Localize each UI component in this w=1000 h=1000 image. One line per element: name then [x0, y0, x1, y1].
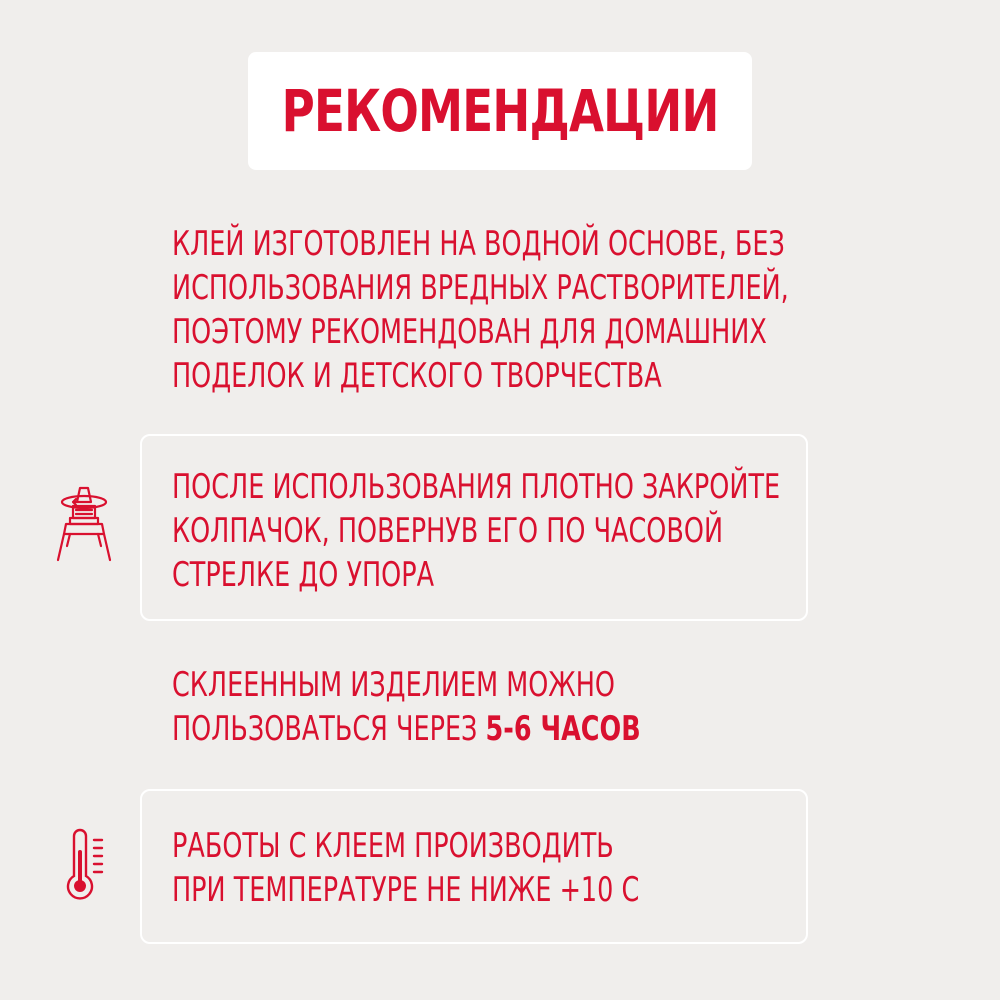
- recommendation-1-line-3: ПОЭТОМУ РЕКОМЕНДОВАН ДЛЯ ДОМАШНИХ: [172, 312, 767, 352]
- recommendation-1-line-4: ПОДЕЛОК И ДЕТСКОГО ТВОРЧЕСТВА: [172, 356, 662, 396]
- recommendation-2-line-1: ПОСЛЕ ИСПОЛЬЗОВАНИЯ ПЛОТНО ЗАКРОЙТЕ: [172, 467, 781, 507]
- recommendation-1: [172, 222, 872, 398]
- recommendation-3-duration: 5-6 ЧАСОВ: [485, 709, 641, 749]
- recommendation-3-line-2: [172, 707, 697, 751]
- recommendation-4-line-2: ПРИ ТЕМПЕРАТУРЕ НЕ НИЖЕ +10 С: [172, 870, 640, 910]
- page-title: РЕКОМЕНДАЦИИ: [281, 77, 719, 145]
- recommendation-2-line-2: КОЛПАЧОК, ПОВЕРНУВ ЕГО ПО ЧАСОВОЙ: [172, 511, 724, 551]
- recommendation-4: [172, 824, 872, 912]
- recommendation-1-line-1: КЛЕЙ ИЗГОТОВЛЕН НА ВОДНОЙ ОСНОВЕ, БЕЗ: [172, 224, 785, 264]
- recommendation-3: [172, 663, 872, 751]
- bottle-cap-icon: [56, 484, 112, 568]
- thermometer-icon: [64, 828, 108, 908]
- recommendation-2: [172, 465, 872, 597]
- recommendation-3-line-1: СКЛЕЕННЫМ ИЗДЕЛИЕМ МОЖНО: [172, 665, 615, 705]
- recommendation-1-line-2: ИСПОЛЬЗОВАНИЯ ВРЕДНЫХ РАСТВОРИТЕЛЕЙ,: [172, 268, 789, 308]
- recommendation-2-line-3: СТРЕЛКЕ ДО УПОРА: [172, 555, 435, 595]
- title-box: [248, 52, 752, 170]
- recommendation-4-line-1: РАБОТЫ С КЛЕЕМ ПРОИЗВОДИТЬ: [172, 826, 614, 866]
- recommendation-3-line-2-text: ПОЛЬЗОВАТЬСЯ ЧЕРЕЗ: [172, 709, 486, 749]
